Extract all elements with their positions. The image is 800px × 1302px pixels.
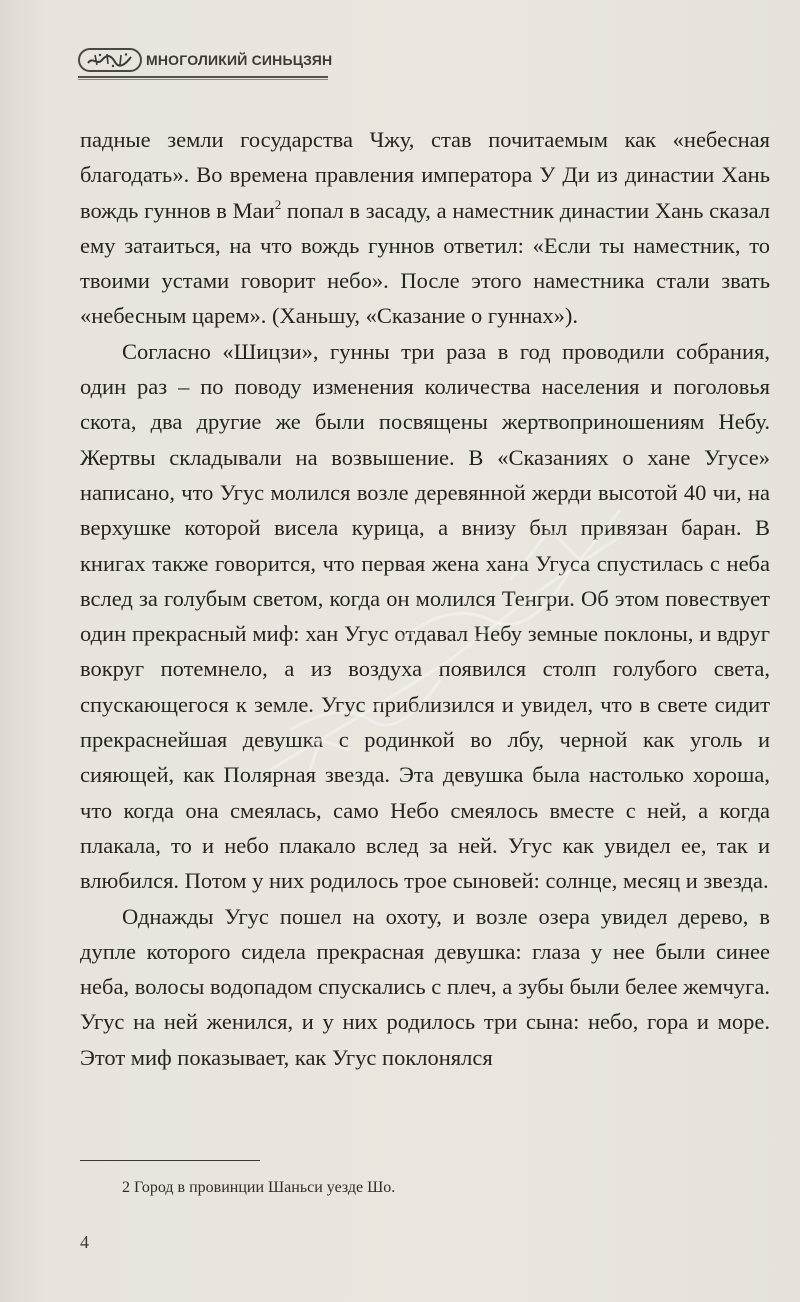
paragraph-1-text-after: попал в засаду, а наместник династии Хань сказал ему затаиться, на что вождь гуннов ответил: «Если ты наместник, то твоими устами говорит небо». После этого наместника стали звать «небесным царем». (Ханьшу, «Сказание о гуннах»). (80, 197, 770, 329)
footnote-ref[interactable]: 2 (274, 196, 282, 212)
header-rule (78, 76, 328, 78)
paragraph-1 (80, 122, 770, 334)
body-text (80, 122, 770, 1075)
book-title: МНОГОЛИКИЙ СИНЬЦЗЯН (146, 52, 333, 68)
footnote: 2 Город в провинции Шаньси уезде Шо. (122, 1179, 396, 1196)
paragraph-1-text-before: падные земли государства Чжу, став почитаемым как «небесная благодать». Во времена правления императора У Ди из династии Хань вождь гуннов в Маи (80, 127, 770, 223)
running-header (78, 46, 332, 74)
paragraph-3: Однажды Угус пошел на охоту, и возле озера увидел дерево, в дупле которого сидела прекрасная девушка: глаза у нее были синее неба, волосы водопадом спускались с плеч, а зубы были белее жемчуга. Угус на ней женился, и у них родилось три сына: небо, гора и море. Этот миф показывает, как Угус поклонялся (80, 903, 770, 1070)
footnote-rule (80, 1160, 260, 1161)
paragraph-2: Согласно «Шицзи», гунны три раза в год проводили собрания, один раз – по поводу изменения количества населения и поголовья скота, два другие же были посвящены жертвоприношениям Небу. Жертвы складывали на возвышение. В «Сказаниях о хане Угусе» написано, что Угус молился возле деревянной жерди высотой 40 чи, на верхушке которой висела курица, а внизу был привязан баран. В книгах также говорится, что первая жена хана Угуса спустилась с неба вслед за голубым светом, когда он молился Тенгри. Об этом повествует один прекрасный миф: хан Угус отдавал Небу земные поклоны, и вдруг вокруг потемнело, а из воздуха появился столп голубого света, спускающегося к земле. Угус приблизился и увидел, что в свете сидит прекраснейшая девушка с родинкой во лбу, черной как уголь и сияющей, как Полярная звезда. Эта девушка была настолько хороша, что когда она смеялась, само Небо смеялось вместе с ней, а когда плакала, то и небо плакало вслед за ней. Угус как увидел ее, так и влюбился. Потом у них родилось трое сыновей: солнце, месяц и звезда. (80, 338, 770, 894)
header-rule-thin (78, 79, 328, 80)
calligraphy-emblem-icon (78, 48, 142, 72)
page-number: 4 (80, 1232, 89, 1252)
